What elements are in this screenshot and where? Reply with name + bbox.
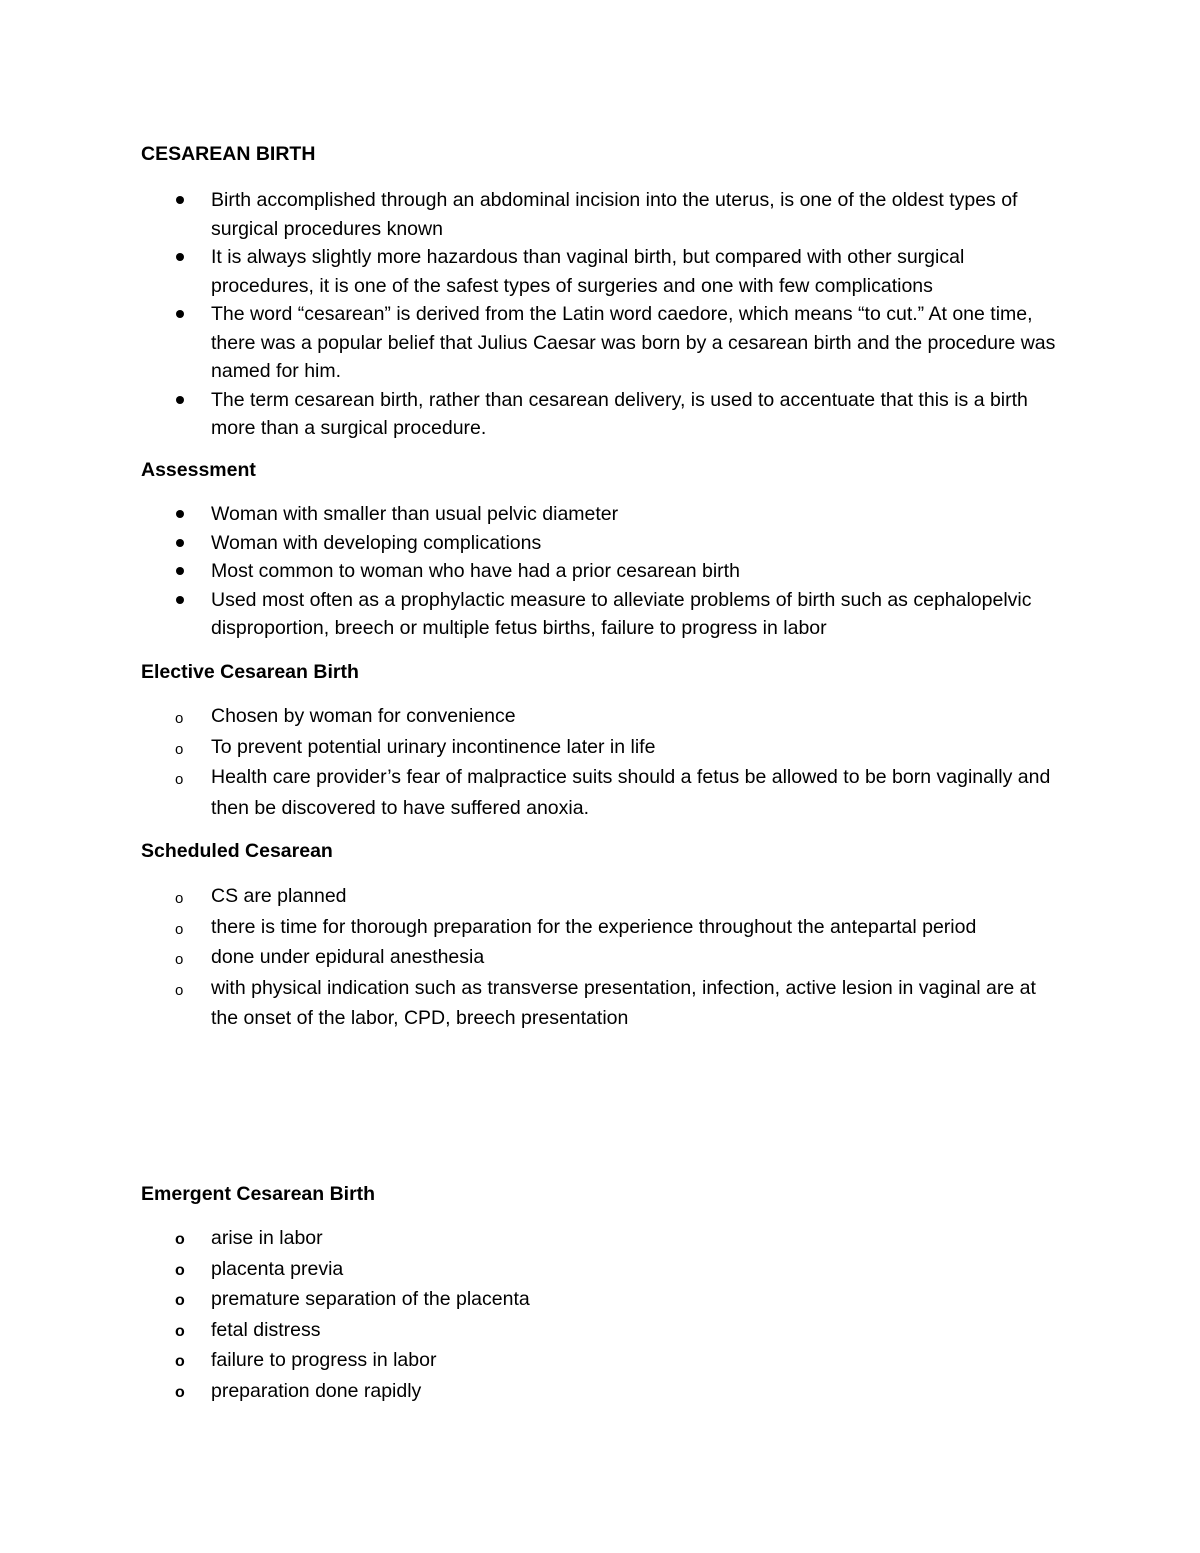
- ring-bullet-icon: o: [175, 1292, 185, 1309]
- list-item: The word “cesarean” is derived from the Latin word caedore, which means “to cut.” At one time, there was a popular belief that Julius Caesar was born by a cesarean birth and the procedure was named for him.: [211, 303, 1056, 382]
- list-item: Woman with developing complications: [211, 531, 542, 554]
- ring-bullet-icon: o: [175, 1261, 185, 1279]
- list-item: o failure to progress in labor: [141, 1345, 1066, 1376]
- section-title-elective: Elective Cesarean Birth: [141, 661, 359, 683]
- list-item: o preparation done rapidly: [141, 1376, 1066, 1407]
- list-item: o To prevent potential urinary incontinence later in life: [141, 732, 1066, 763]
- list-item: It is always slightly more hazardous than vaginal birth, but compared with other surgical procedures, it is one of the safest types of surgeries and one with few complications: [211, 246, 965, 297]
- list-item: o fetal distress: [141, 1315, 1066, 1346]
- scheduled-list: [141, 881, 1066, 1034]
- list-item: The term cesarean birth, rather than cesarean delivery, is used to accentuate that this is a birth more than a surgical procedure.: [211, 388, 1028, 439]
- ring-bullet-icon: o: [175, 951, 184, 968]
- ring-bullet-icon: o: [175, 981, 184, 999]
- list-item: Most common to woman who have had a prior cesarean birth: [211, 560, 740, 582]
- ring-bullet-icon: o: [175, 920, 184, 938]
- ring-bullet-icon: o: [175, 1353, 185, 1370]
- emergent-list: [141, 1223, 1066, 1406]
- cesarean-birth-list: [141, 186, 1066, 443]
- ring-bullet-icon: o: [175, 771, 184, 788]
- ring-bullet-icon: o: [175, 710, 184, 727]
- ring-bullet-icon: o: [175, 1231, 185, 1248]
- list-item: Birth accomplished through an abdominal incision into the uterus, is one of the oldest types of surgical procedures known: [211, 189, 1018, 240]
- assessment-list: [141, 500, 1066, 643]
- section-title-scheduled: Scheduled Cesarean: [141, 840, 333, 862]
- list-item: o there is time for thorough preparation for the experience throughout the antepartal period: [141, 912, 1066, 943]
- list-item: Used most often as a prophylactic measure to alleviate problems of birth such as cephalopelvic disproportion, breech or multiple fetus births, failure to progress in labor: [211, 588, 1032, 639]
- ring-bullet-icon: o: [175, 890, 184, 907]
- list-item: o premature separation of the placenta: [141, 1284, 1066, 1315]
- list-item: o arise in labor: [141, 1223, 1066, 1254]
- list-item: o done under epidural anesthesia: [141, 942, 1066, 973]
- list-item: Woman with smaller than usual pelvic diameter: [211, 503, 619, 525]
- section-title-cesarean-birth: CESAREAN BIRTH: [141, 143, 316, 165]
- list-item: o Chosen by woman for convenience: [141, 701, 1066, 732]
- ring-bullet-icon: o: [175, 1322, 185, 1340]
- ring-bullet-icon: o: [175, 1383, 185, 1401]
- ring-bullet-icon: o: [175, 740, 184, 758]
- list-item: o Health care provider’s fear of malpractice suits should a fetus be allowed to be born vaginally and then be discovered to have suffered anoxia.: [175, 766, 1051, 819]
- list-item: o placenta previa: [141, 1254, 1066, 1285]
- section-title-emergent: Emergent Cesarean Birth: [141, 1183, 376, 1205]
- elective-list: [141, 701, 1066, 823]
- list-item: o CS are planned: [141, 881, 1066, 912]
- section-title-assessment: Assessment: [141, 459, 256, 481]
- list-item: o with physical indication such as transverse presentation, infection, active lesion in vaginal are at the onset of the labor, CPD, breech presentation: [175, 976, 1036, 1029]
